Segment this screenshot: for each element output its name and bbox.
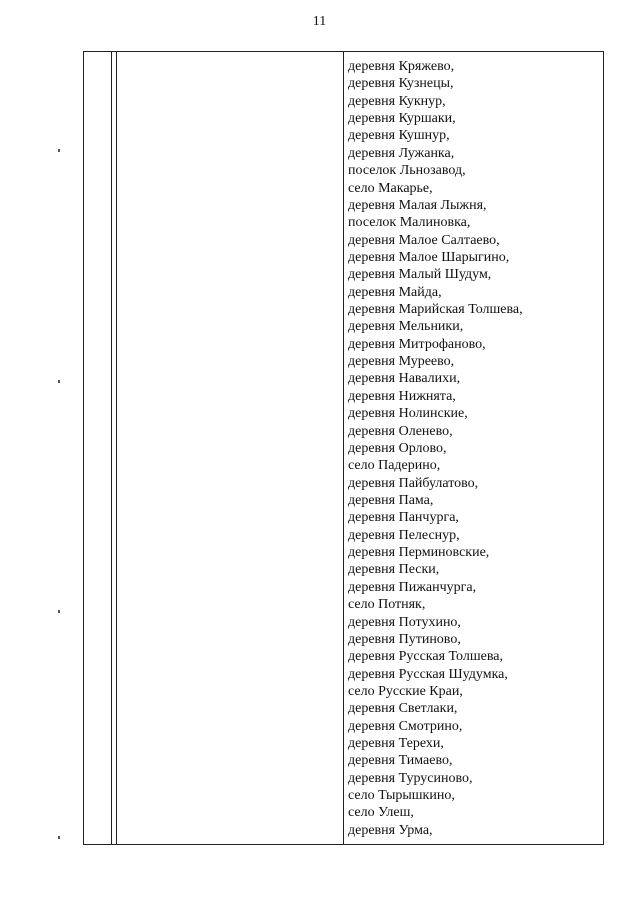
settlement-item: деревня Лужанка, [348,145,455,161]
scan-speck [58,836,60,839]
table-column-divider-3 [343,52,344,844]
settlement-item: деревня Оленево, [348,423,453,439]
settlement-item: деревня Кряжево, [348,59,455,74]
settlement-item: деревня Орлово, [348,440,447,456]
settlement-item: село Русские Краи, [348,683,463,699]
scan-speck [58,610,60,613]
settlement-item: село Потняк, [348,597,426,613]
settlement-item: деревня Русская Толшева, [348,649,503,665]
settlement-item: деревня Малое Салтаево, [348,232,500,248]
settlement-item: деревня Кузнецы, [348,76,454,92]
page-number: 11 [312,14,327,29]
scan-speck [58,380,60,383]
settlement-item: деревня Панчурга, [348,510,459,526]
table-column-divider-2 [116,52,117,844]
settlement-item: деревня Митрофаново, [348,336,486,352]
settlement-item: село Макарье, [348,180,433,196]
settlement-item: деревня Навалихи, [348,371,461,387]
settlement-item: деревня Терехи, [348,736,444,752]
settlement-item: деревня Муреево, [348,354,455,370]
settlement-item: деревня Потухино, [348,614,461,630]
settlement-item: поселок Малиновка, [348,215,471,231]
settlement-item: деревня Пижанчурга, [348,579,477,595]
table-column-divider-1 [111,52,112,844]
settlement-item: деревня Малое Шарыгино, [348,249,510,265]
settlement-item: деревня Пама, [348,492,434,508]
settlement-item: деревня Русская Шудумка, [348,666,508,682]
settlement-item: деревня Пески, [348,562,440,578]
settlement-item: деревня Нолинские, [348,406,468,422]
settlement-item: деревня Кукнур, [348,93,446,109]
settlement-item: деревня Малая Лыжня, [348,197,487,213]
settlement-item: деревня Нижнята, [348,388,456,404]
settlement-item: село Улеш, [348,805,414,821]
settlement-item: поселок Льнозавод, [348,163,466,179]
settlement-list [348,58,523,839]
settlement-item: деревня Перминовские, [348,545,490,561]
settlement-item: деревня Пелеснур, [348,527,460,543]
settlement-item: деревня Куршаки, [348,111,456,127]
settlement-item: деревня Урма, [348,822,433,838]
settlement-item: деревня Майда, [348,284,442,300]
settlement-item: деревня Малый Шудум, [348,267,492,283]
settlement-item: деревня Путиново, [348,631,461,647]
settlement-item: деревня Турусиново, [348,770,473,786]
settlement-item: село Тырышкино, [348,788,455,804]
settlement-item: деревня Марийская Толшева, [348,302,523,318]
settlements-table [83,51,604,845]
scan-speck [58,149,60,152]
settlement-item: деревня Пайбулатово, [348,475,479,491]
settlement-item: село Падерино, [348,458,441,474]
settlement-item: деревня Смотрино, [348,718,463,734]
settlement-item: деревня Тимаево, [348,753,453,769]
settlement-item: деревня Кушнур, [348,128,450,144]
settlement-item: деревня Светлаки, [348,701,458,717]
settlement-item: деревня Мельники, [348,319,464,335]
